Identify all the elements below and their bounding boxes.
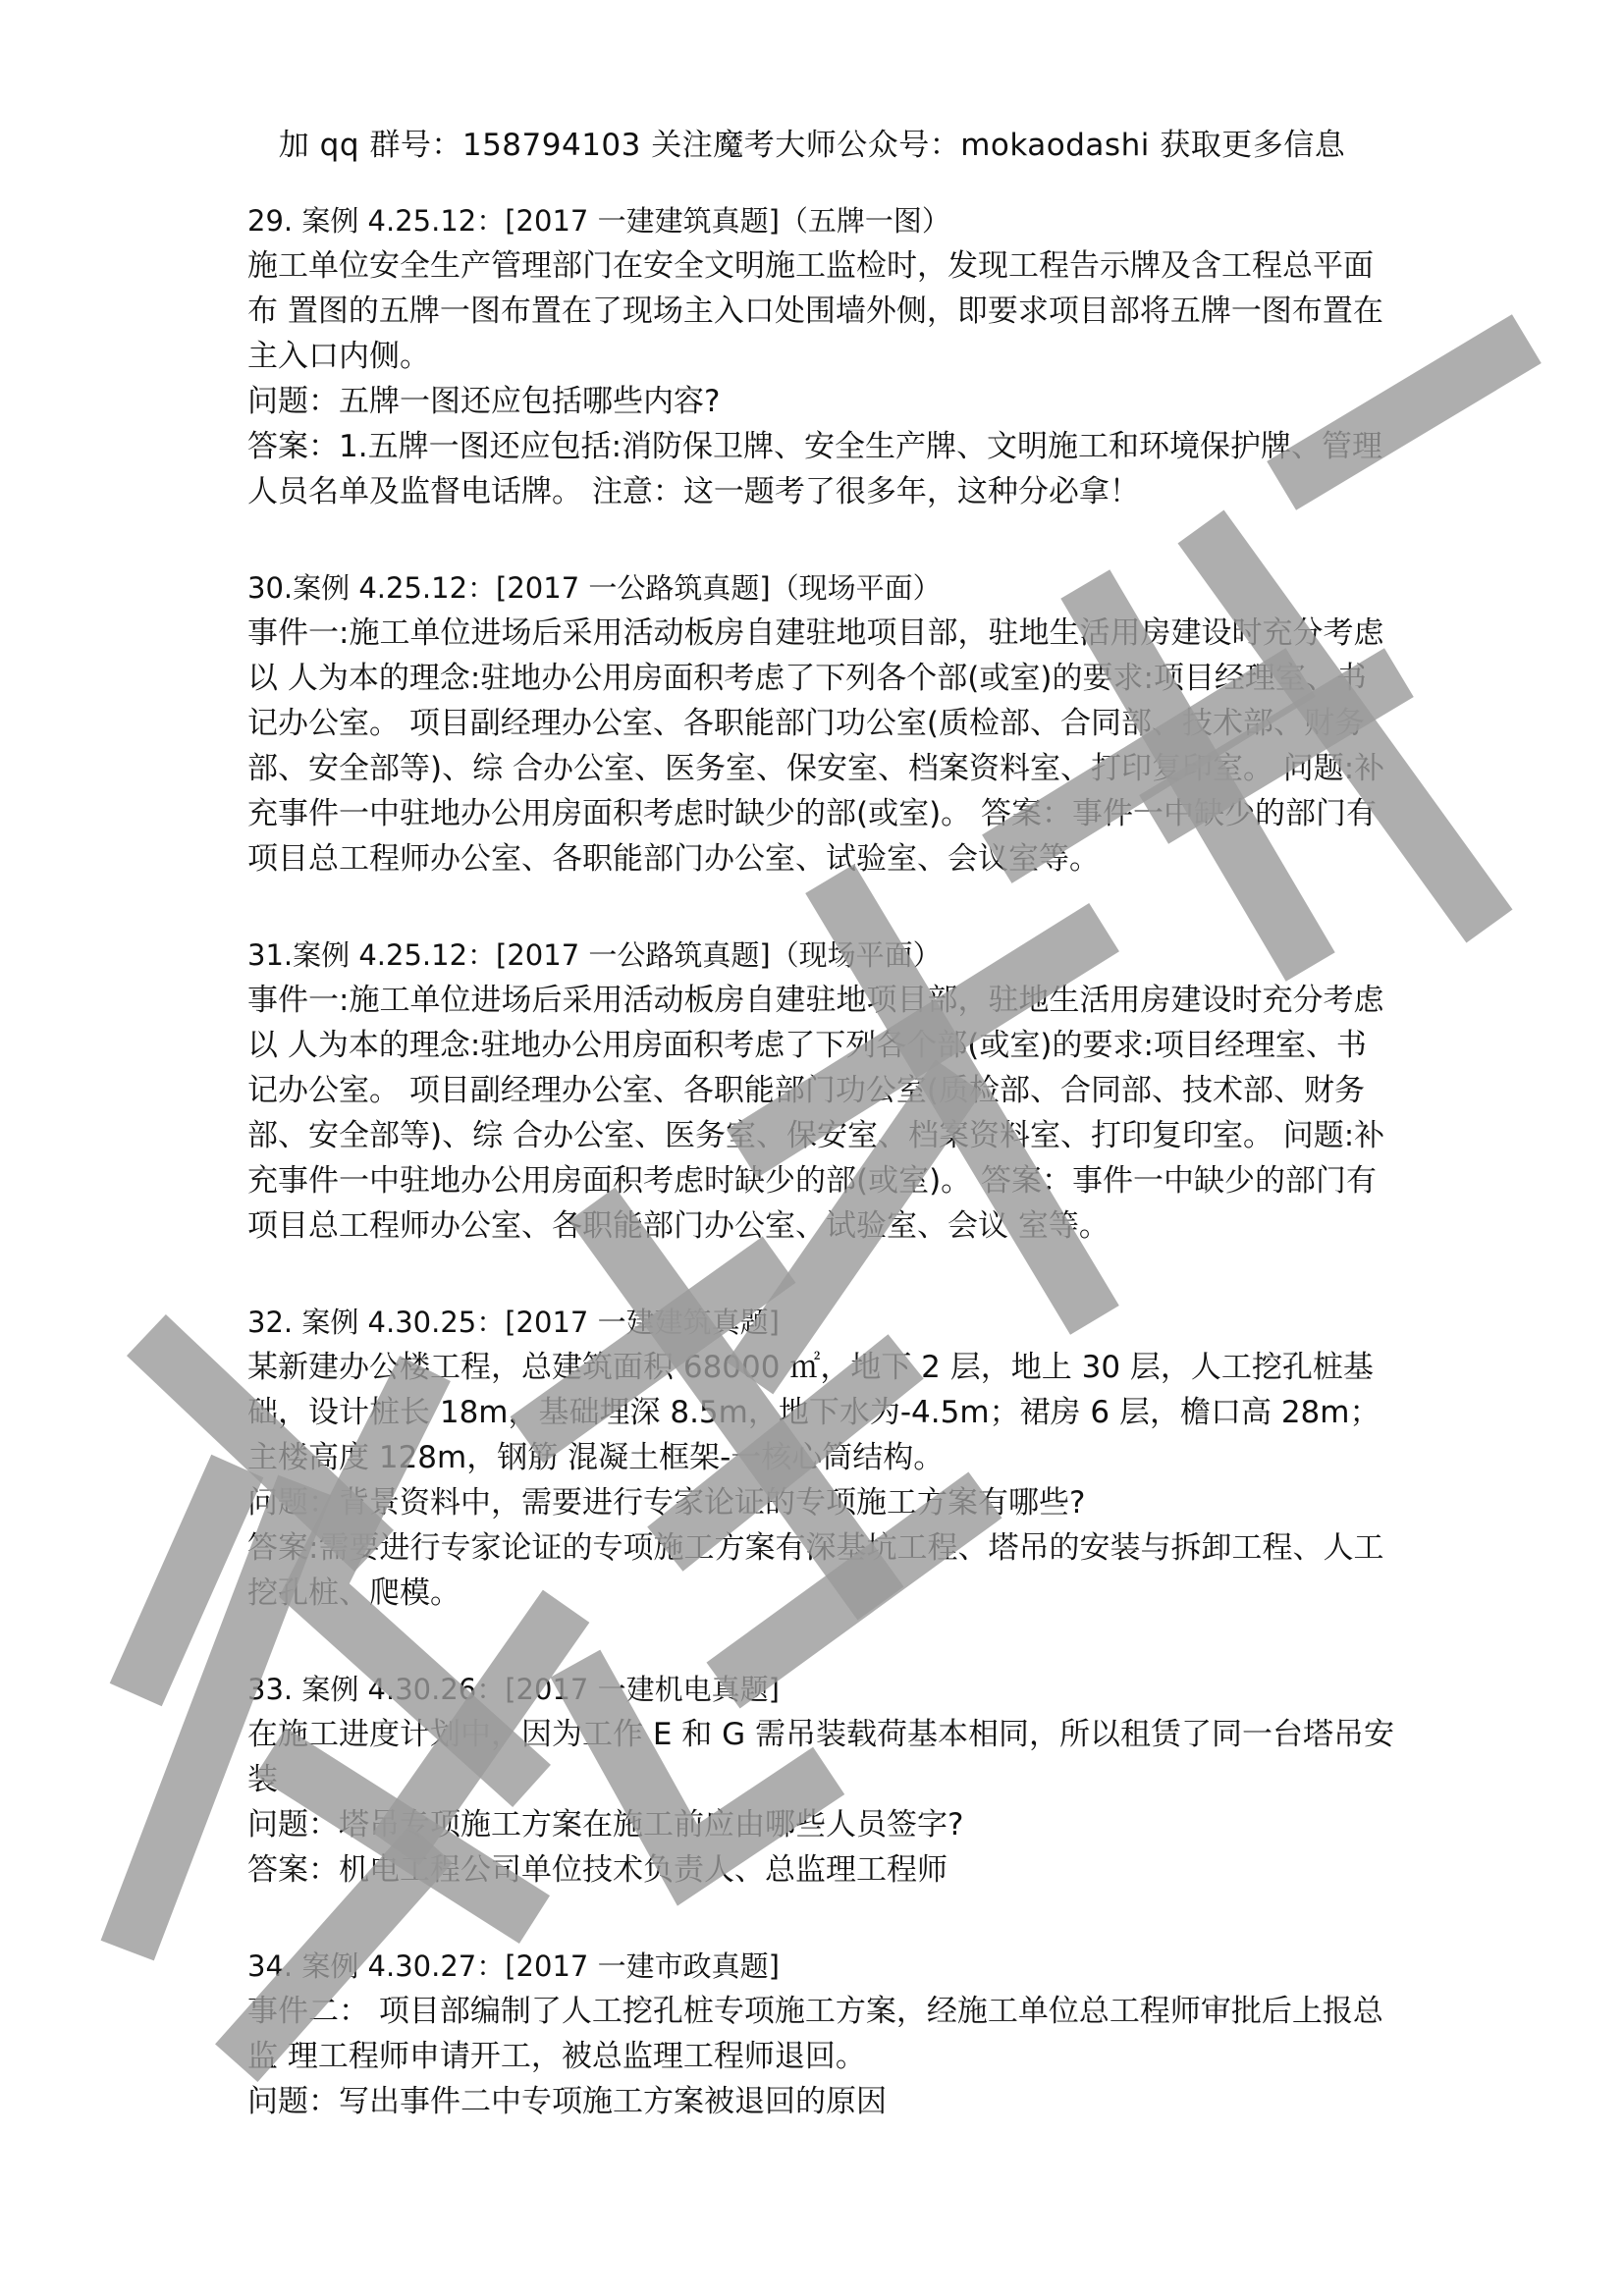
case-question: 问题：写出事件二中专项施工方案被退回的原因	[247, 2084, 887, 2119]
case-answer: 答案：机电工程公司单位技术负责人、总监理工程师	[247, 1852, 947, 1888]
case-item-30	[247, 565, 1396, 881]
case-question: 问题：五牌一图还应包括哪些内容?	[247, 384, 721, 419]
case-paragraph: 事件二： 项目部编制了人工挖孔桩专项施工方案，经施工单位总工程师审批后上报总监 理工程师申请开工，被总监理工程师退回。	[247, 1994, 1383, 2074]
page-header: 加 qq 群号：158794103 关注魔考大师公众号：mokaodashi 获取更多信息	[278, 128, 1346, 163]
case-item-31	[247, 933, 1396, 1249]
case-question: 问题：背景资料中，需要进行专家论证的专项施工方案有哪些?	[247, 1485, 1086, 1521]
case-title: 32. 案例 4.30.25：[2017 一建建筑真题]	[247, 1306, 780, 1339]
case-title: 30.案例 4.25.12：[2017 一公路筑真题]（现场平面）	[247, 571, 942, 605]
case-paragraph: 施工单位安全生产管理部门在安全文明施工监检时，发现工程告示牌及含工程总平面布 置图的五牌一图布置在了现场主入口处围墙外侧，即要求项目部将五牌一图布置在主入口内侧。	[247, 248, 1383, 374]
case-item-34	[247, 1944, 1396, 2124]
case-title: 33. 案例 4.30.26：[2017 一建机电真题]	[247, 1673, 780, 1706]
case-title: 34. 案例 4.30.27：[2017 一建市政真题]	[247, 1949, 780, 1983]
case-paragraph: 事件一:施工单位进场后采用活动板房自建驻地项目部，驻地生活用房建设时充分考虑以 人为本的理念:驻地办公用房面积考虑了下列各个部(或室)的要求:项目经理室、书记办公室。 项目副经理办公室、各职能部门功公室(质检部、合同部、技术部、财务部、安全部等)、综 合办公室、医务室、保安室、档案资料室、打印复印室。 问题:补充事件一中驻地办公用房面积考虑时缺少的部(或室)。 答案：事件一中缺少的部门有项目总工程师办公室、各职能部门办公室、试验室、会议 室等。	[247, 983, 1385, 1244]
case-paragraph: 在施工进度计划中，因为工作 E 和 G 需吊装载荷基本相同，所以租赁了同一台塔吊安装	[247, 1717, 1395, 1797]
case-title: 29. 案例 4.25.12：[2017 一建建筑真题]（五牌一图）	[247, 204, 950, 238]
case-item-32	[247, 1300, 1396, 1616]
case-title: 31.案例 4.25.12：[2017 一公路筑真题]（现场平面）	[247, 938, 942, 972]
case-paragraph: 事件一:施工单位进场后采用活动板房自建驻地项目部，驻地生活用房建设时充分考虑以 人为本的理念:驻地办公用房面积考虑了下列各个部(或室)的要求:项目经理室、书记办公室。 项目副经理办公室、各职能部门功公室(质检部、合同部、技术部、财务部、安全部等)、综 合办公室、医务室、保安室、档案资料室、打印复印室。 问题:补充事件一中驻地办公用房面积考虑时缺少的部(或室)。 答案：事件一中缺少的部门有项目总工程师办公室、各职能部门办公室、试验室、会议室等。	[247, 615, 1385, 877]
case-question: 问题：塔吊专项施工方案在施工前应由哪些人员签字?	[247, 1807, 964, 1842]
case-answer: 答案：1.五牌一图还应包括:消防保卫牌、安全生产牌、文明施工和环境保护牌、管理人员名单及监督电话牌。 注意：这一题考了很多年，这种分必拿！	[247, 429, 1383, 509]
case-paragraph: 某新建办公楼工程，总建筑面积 68000 ㎡，地下 2 层，地上 30 层，人工挖孔桩基础，设计桩长 18m，基础埋深 8.5m，地下水为-4.5m；裙房 6 层，檐口高 28m；主楼高度 128m，钢筋 混凝土框架-一核心筒结构。	[247, 1350, 1380, 1475]
case-item-33	[247, 1667, 1396, 1893]
case-answer: 答案:需要进行专家论证的专项施工方案有深基坑工程、塔吊的安装与拆卸工程、人工挖孔桩、爬模。	[247, 1530, 1384, 1611]
case-item-29	[247, 198, 1396, 514]
document-body	[247, 198, 1396, 2175]
